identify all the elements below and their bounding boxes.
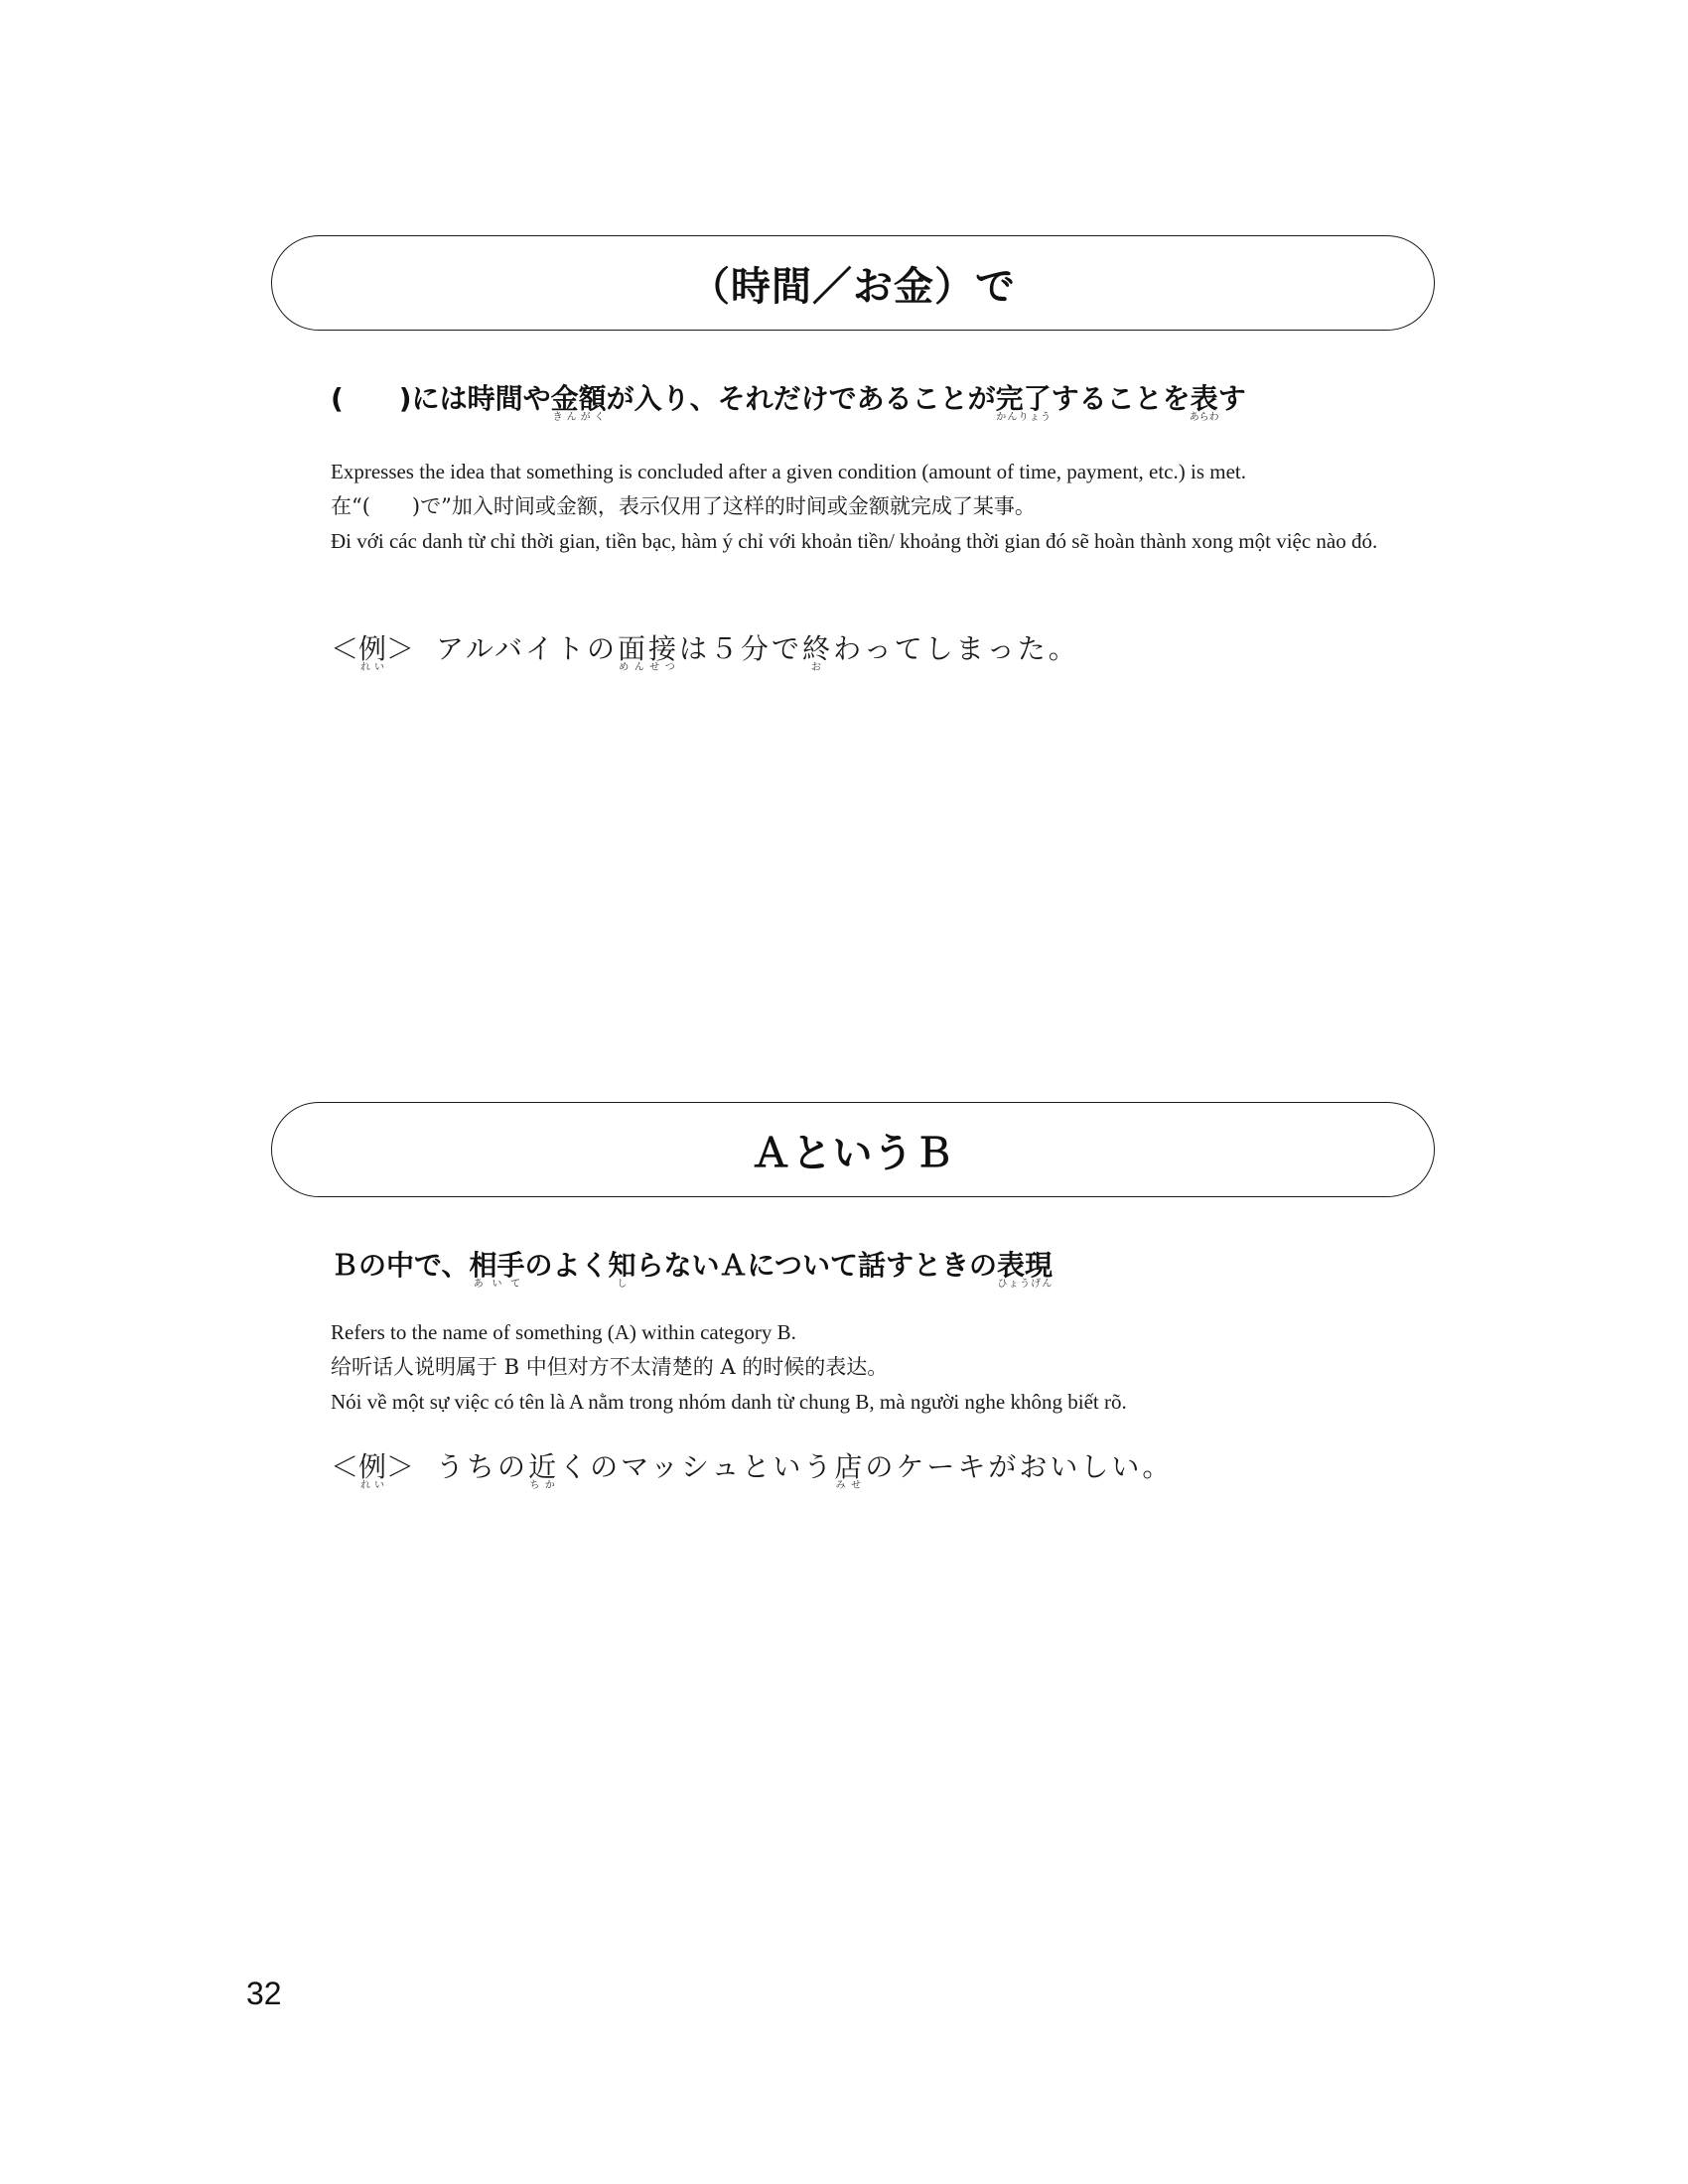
explanation-chinese: 给听话人说明属于 B 中但对方不太清楚的 A 的时候的表达。 <box>331 1355 889 1379</box>
example-sentence <box>331 1445 1173 1490</box>
heading-text: が入り、それだけであることが <box>606 382 996 415</box>
explanation-english: Refers to the name of something (A) within category B. <box>331 1320 796 1344</box>
heading-text: ( )には時間や <box>331 382 551 415</box>
furigana-kanryou: 完了かんりょう <box>995 382 1052 423</box>
example-sentence <box>331 627 1079 672</box>
explanation-english: Expresses the idea that something is concluded after a given condition (amount of time, payment, etc.) is met. <box>331 460 1246 483</box>
furigana-kingaku: 金額きんがく <box>550 382 607 423</box>
furigana-aite: 相手あいて <box>469 1249 525 1290</box>
heading-text: らないＡについて話すときの <box>635 1249 997 1282</box>
heading-text: することを <box>1051 382 1191 415</box>
example-text: うちの近ちかくのマッシュという店みせのケーキがおいしい。 <box>436 1450 1174 1491</box>
grammar-title: ＡというＢ <box>751 1130 955 1176</box>
grammar-meaning-heading <box>331 377 1246 422</box>
example-tag: ＜例れい＞ <box>331 632 415 673</box>
grammar-title-box <box>271 1102 1435 1197</box>
example-tag: ＜例れい＞ <box>331 1450 415 1491</box>
grammar-meaning-heading <box>331 1244 1053 1289</box>
explanation-block <box>331 455 1408 559</box>
explanation-chinese: 在“( )で”加入时间或金额，表示仅用了这样的时间或金额就完成了某事。 <box>331 494 1036 518</box>
explanation-vietnamese: Đi với các danh từ chỉ thời gian, tiền bạc, hàm ý chỉ với khoản tiền/ khoảng thời gian đó sẽ hoàn thành xong một việc nào đó. <box>331 529 1378 553</box>
explanation-block <box>331 1315 1408 1420</box>
example-text: アルバイトの面接めんせつは５分で終おわってしまった。 <box>436 632 1079 673</box>
furigana-arawa: 表あらわ <box>1189 382 1219 423</box>
furigana-hyougen: 表現ひょうげん <box>996 1249 1053 1290</box>
grammar-title-box <box>271 235 1435 331</box>
grammar-title: （時間／お金）で <box>690 263 1016 310</box>
furigana-shi: 知し <box>608 1249 636 1290</box>
page-number: 32 <box>246 1976 282 2011</box>
heading-text: Ｂの中で、 <box>331 1249 470 1282</box>
heading-text: のよく <box>524 1249 609 1282</box>
explanation-vietnamese: Nói về một sự việc có tên là A nằm trong nhóm danh từ chung B, mà người nghe không biết rõ. <box>331 1390 1127 1414</box>
heading-text: す <box>1217 382 1246 415</box>
